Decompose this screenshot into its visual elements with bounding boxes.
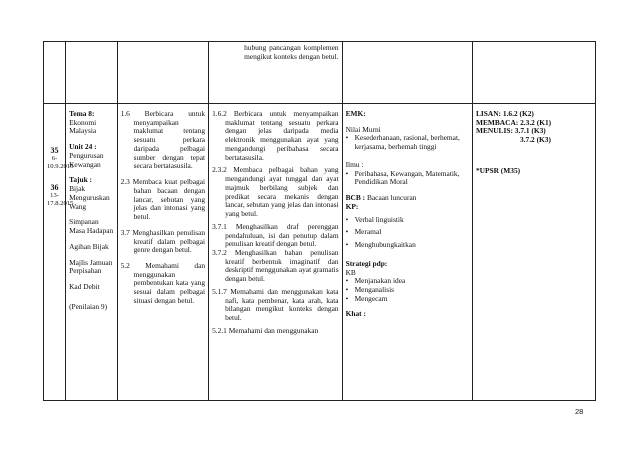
kp-item: • Verbal linguistik bbox=[346, 216, 469, 225]
standard-kandungan-cell bbox=[117, 104, 208, 401]
sk-text: Membaca kuat pelbagai bahan bacaan dengan lancar, sebutan yang jelas dan intonasi yang betul. bbox=[132, 177, 206, 222]
sk-num: 3.7 bbox=[120, 227, 130, 237]
page-number: 28 bbox=[575, 407, 584, 416]
sp-item bbox=[212, 327, 339, 336]
week-date-1b: 10.9.2015 bbox=[47, 163, 74, 171]
prev-sp-cell bbox=[209, 42, 343, 104]
prev-emk-cell bbox=[342, 42, 472, 104]
subtopic: (Penilaian 9) bbox=[69, 301, 108, 311]
tajuk-label: Tajuk : bbox=[69, 175, 93, 185]
week-cell bbox=[44, 104, 74, 401]
strategi-item: • Menjanakan idea bbox=[346, 277, 469, 286]
sk-text: Berbicara untuk menyampaikan maklumat tentang sesuatu perkara daripada pelbagai sumber dengan tepat secara bertatasusila. bbox=[133, 109, 206, 171]
sk-text: Memahami dan menggunakan pembentukan kata yang sesuai dalam pelbagai situasi dengan betul. bbox=[133, 261, 206, 305]
unit-title: Unit 24 : bbox=[69, 142, 97, 152]
sp-text: Memahami dan menggunakan bbox=[228, 325, 319, 335]
membaca-line: MEMBACA: 2.3.2 (K1) bbox=[475, 117, 552, 127]
menulis-line-2: 3.7.2 (K3) bbox=[519, 135, 551, 145]
week-date-2a: 13- bbox=[50, 192, 59, 200]
kp-label: KP: bbox=[345, 201, 359, 211]
unit-name: Pengurusan Kewangan bbox=[69, 150, 104, 169]
sk-item bbox=[121, 110, 205, 171]
ilmu-label: Ilmu : bbox=[345, 159, 364, 169]
emk-title: EMK: bbox=[345, 109, 366, 118]
sk-text: Menghasilkan penulisan kreatif dalam pelbagai genre dengan betul. bbox=[132, 227, 206, 255]
sp-item bbox=[212, 110, 339, 162]
week-number-1: 35 bbox=[50, 146, 59, 155]
sp-text: Memahami dan menggunakan kata nafi, kata pembenar, kata arah, kata bilangan mengikut konteks dengan betul. bbox=[225, 286, 339, 323]
sp-num: 3.7.1 bbox=[212, 221, 227, 231]
sk-item bbox=[121, 229, 205, 255]
lesson-plan-table bbox=[43, 41, 596, 401]
subtopic: Agihan Bijak bbox=[69, 241, 109, 251]
prev-tema-cell bbox=[66, 42, 118, 104]
standard-pembelajaran-cell bbox=[209, 104, 343, 401]
sp-num: 2.3.2 bbox=[212, 165, 227, 175]
upsr-line: *UPSR (M35) bbox=[475, 165, 521, 175]
khat-label: Khat : bbox=[345, 309, 366, 319]
sp-num: 1.6.2 bbox=[212, 109, 227, 118]
week-row bbox=[44, 104, 596, 401]
tema-cell bbox=[66, 104, 118, 401]
sk-item bbox=[121, 178, 205, 222]
prev-sp-text: hubung pancangan komplemen mengikut konteks dengan betul. bbox=[244, 43, 339, 61]
sp-item bbox=[212, 166, 339, 218]
kp-item: • Menghubungkaitkan bbox=[346, 241, 469, 250]
subtopic: Majlis Jamuan Perpisahan bbox=[69, 257, 113, 276]
sp-text: Membaca pelbagai bahan yang mengandungi ayat tunggal dan ayat majmuk berbilang subjek dan predikat secara mekanis dengan lancar, sebutan yang jelas dan intonasi yang betul. bbox=[225, 165, 339, 219]
prev-week-cell bbox=[44, 42, 66, 104]
sp-item bbox=[212, 249, 339, 284]
sk-item bbox=[121, 262, 205, 306]
strategi-item: • Mengecam bbox=[346, 295, 469, 304]
tema-name: Ekonomi Malaysia bbox=[69, 117, 97, 136]
tema-title: Tema 8: bbox=[69, 109, 95, 118]
ilmu-item: • Peribahasa, Kewangan, Matematik, Pendidikan Moral bbox=[346, 170, 469, 187]
week-date-1a: 6- bbox=[51, 155, 58, 163]
assessment-cell bbox=[472, 104, 595, 401]
sk-num: 1.6 bbox=[120, 109, 130, 118]
sp-item bbox=[212, 288, 339, 323]
kp-item: • Meramal bbox=[346, 228, 469, 237]
sp-text: Menghasilkan bahan penulisan kreatif berbentuk imaginatif dan deskriptif menggunakan ayat gramatis dengan betul. bbox=[225, 248, 339, 284]
strategi-label: Strategi pdp: bbox=[345, 258, 388, 268]
sp-num: 3.7.2 bbox=[212, 248, 227, 258]
sp-text: Menghasilkan draf perenggan pendahuluan, isi dan penutup dalam penulisan kreatif dengan betul. bbox=[225, 221, 339, 249]
sp-num: 5.2.1 bbox=[212, 325, 227, 335]
prev-assessment-cell bbox=[472, 42, 595, 104]
emk-cell bbox=[342, 104, 472, 401]
sk-num: 5.2 bbox=[120, 261, 130, 271]
subtopic: Simpanan Masa Hadapan bbox=[69, 217, 114, 236]
menulis-line: MENULIS: 3.7.1 (K3) bbox=[475, 126, 546, 136]
prev-sk-cell bbox=[117, 42, 208, 104]
sp-num: 5.1.7 bbox=[212, 286, 227, 296]
previous-row bbox=[44, 42, 596, 104]
subtopic: Kad Debit bbox=[69, 282, 100, 292]
sp-item bbox=[212, 223, 339, 249]
week-date-2b: 17.8.2015 bbox=[47, 200, 74, 208]
sp-text: Berbicara untuk menyampaikan maklumat tentang sesuatu perkara dengan jelas daripada media elektronik menggunakan ayat yang mengandungi peribahasa secara bertatasusila. bbox=[225, 109, 339, 162]
strategi-sub: KB bbox=[345, 267, 356, 277]
bcb-label: BCB : bbox=[345, 193, 366, 203]
lisan-line: LISAN: 1.6.2 (K2) bbox=[475, 109, 534, 118]
nilai-murni-label: Nilai Murni bbox=[345, 124, 381, 134]
bcb-value: Bacaan luncuran bbox=[366, 193, 417, 203]
sk-num: 2.3 bbox=[120, 177, 130, 187]
nilai-murni-item: • Kesederhanaan, rasional, berhemat, kerjasama, berhemah tinggi bbox=[346, 134, 469, 151]
strategi-item: • Menganalisis bbox=[346, 286, 469, 295]
subtopic: Bijak Menguruskan Wang bbox=[69, 184, 110, 211]
week-number-2: 36 bbox=[50, 182, 59, 192]
bcb-line bbox=[346, 194, 469, 203]
